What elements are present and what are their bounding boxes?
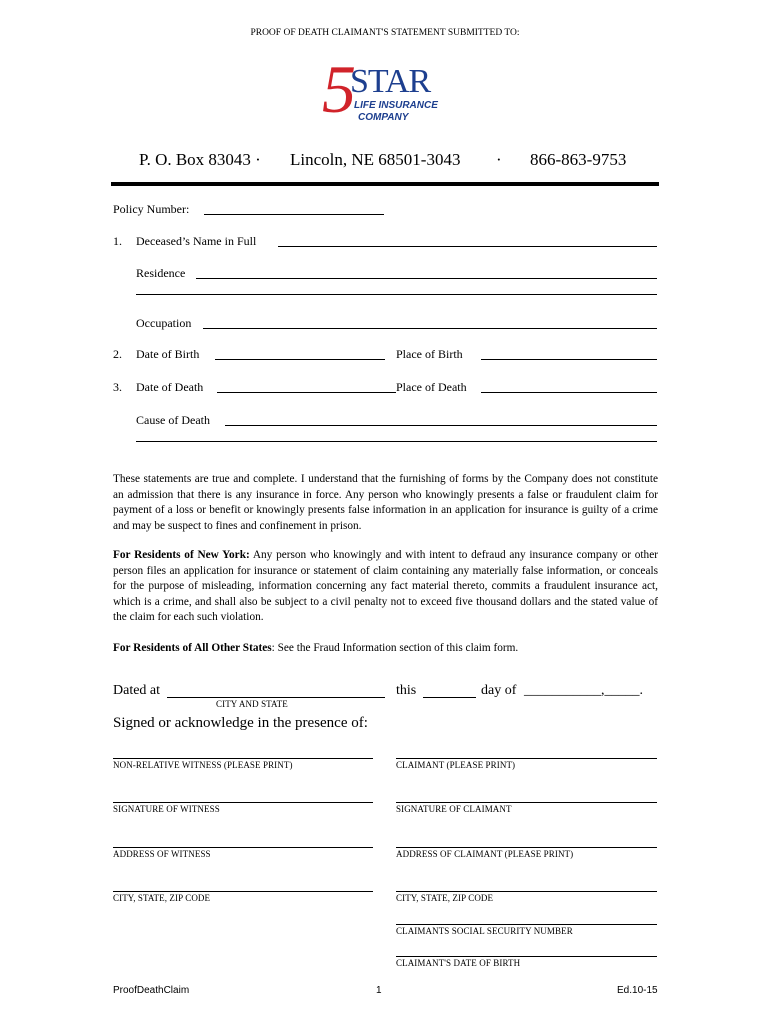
form-name: ProofDeathClaim [113,985,190,996]
svg-text:COMPANY: COMPANY [358,112,409,123]
place-of-birth-label: Place of Birth [396,347,463,361]
submitted-to-heading: PROOF OF DEATH CLAIMANT'S STATEMENT SUBMITTED TO: [250,28,520,38]
witness-name-caption: NON-RELATIVE WITNESS (PLEASE PRINT) [113,760,293,770]
cause-of-death-label: Cause of Death [136,413,210,427]
claimant-dob-line[interactable] [396,956,657,957]
place-of-birth-field[interactable] [481,359,657,360]
policy-number-label: Policy Number: [113,202,190,216]
residence-field[interactable] [196,278,657,279]
other-states-text: : See the Fraud Information section of this claim form. [271,642,519,654]
claimant-city-line[interactable] [396,891,657,892]
day-field[interactable] [423,697,476,698]
po-box: P. O. Box 83043 · [139,150,261,169]
month-year-field[interactable]: ___________,_____. [524,683,643,698]
city-and-state-caption: CITY AND STATE [216,699,288,709]
witness-city-line[interactable] [113,891,373,892]
edition: Ed.10-15 [617,985,658,996]
separator-dot: · [496,150,502,169]
other-states-heading: For Residents of All Other States [113,642,272,654]
claimant-ssn-caption: CLAIMANTS SOCIAL SECURITY NUMBER [396,926,573,936]
deceased-name-label: Deceased’s Name in Full [136,234,257,248]
policy-number-field[interactable] [204,214,384,215]
claimant-city-caption: CITY, STATE, ZIP CODE [396,893,494,903]
day-of-label: day of [481,683,517,698]
deceased-name-field[interactable] [278,246,657,247]
witness-city-caption: CITY, STATE, ZIP CODE [113,893,211,903]
item-number-3: 3. [113,380,122,394]
claimant-address-caption: ADDRESS OF CLAIMANT (PLEASE PRINT) [396,849,574,859]
residence-field-line2[interactable] [136,294,657,295]
occupation-field[interactable] [203,328,657,329]
general-statement: These statements are true and complete. I understand that the furnishing of forms by the Company does not constitute an admission that there is any insurance in force. Any person who knowingly presents a false or fraudulent claim for payment of a loss or benefit or knowingly presents false information in an application for insurance is guilty of a crime and may be suspect to fines and confinement in prison. [113,473,658,532]
page-number: 1 [376,985,382,996]
date-of-death-label: Date of Death [136,380,204,394]
claimant-signature-caption: SIGNATURE OF CLAIMANT [396,804,512,814]
this-label: this [396,683,417,698]
witness-address-caption: ADDRESS OF WITNESS [113,849,211,859]
five-star-logo-icon [320,54,450,130]
claimant-address-line[interactable] [396,847,657,848]
residence-label: Residence [136,266,186,280]
new-york-statement [113,548,658,626]
phone-number: 866-863-9753 [530,150,627,169]
item-number-1: 1. [113,234,122,248]
date-of-death-field[interactable] [217,392,396,393]
new-york-text: Any person who knowingly and with intent to defraud any insurance company or other person files an application for insurance or statement of claim containing any materially false information, or conceals for the purpose of misleading, information concerning any fact material thereto, commits a fraudulent insurance act, which is a crime, and shall also be subject to a civil penalty not to exceed five thousand dollars and the stated value of the claim for each such violation. [113,549,658,623]
cause-of-death-field[interactable] [225,425,657,426]
item-number-2: 2. [113,347,122,361]
claimant-name-line[interactable] [396,758,657,759]
place-of-death-label: Place of Death [396,380,467,394]
dated-at-field[interactable] [167,697,385,698]
svg-text:STAR: STAR [350,63,431,100]
svg-text:LIFE INSURANCE: LIFE INSURANCE [354,100,438,111]
witness-signature-caption: SIGNATURE OF WITNESS [113,804,220,814]
claimant-signature-line[interactable] [396,802,657,803]
other-states-statement [113,641,658,657]
header-divider [111,182,659,186]
claimant-dob-caption: CLAIMANT'S DATE OF BIRTH [396,958,521,968]
dated-at-label: Dated at [113,683,161,698]
city-zip: Lincoln, NE 68501-3043 [290,150,461,169]
date-of-birth-field[interactable] [215,359,385,360]
svg-text:5: 5 [322,54,356,127]
witness-address-line[interactable] [113,847,373,848]
place-of-death-field[interactable] [481,392,657,393]
date-of-birth-label: Date of Birth [136,347,200,361]
occupation-label: Occupation [136,316,192,330]
witness-name-line[interactable] [113,758,373,759]
claimant-name-caption: CLAIMANT (PLEASE PRINT) [396,760,516,770]
company-logo [320,54,450,130]
claimant-ssn-line[interactable] [396,924,657,925]
cause-of-death-field-line2[interactable] [136,441,657,442]
new-york-heading: For Residents of New York: [113,549,250,561]
witness-signature-line[interactable] [113,802,373,803]
signed-heading: Signed or acknowledge in the presence of: [113,715,368,731]
